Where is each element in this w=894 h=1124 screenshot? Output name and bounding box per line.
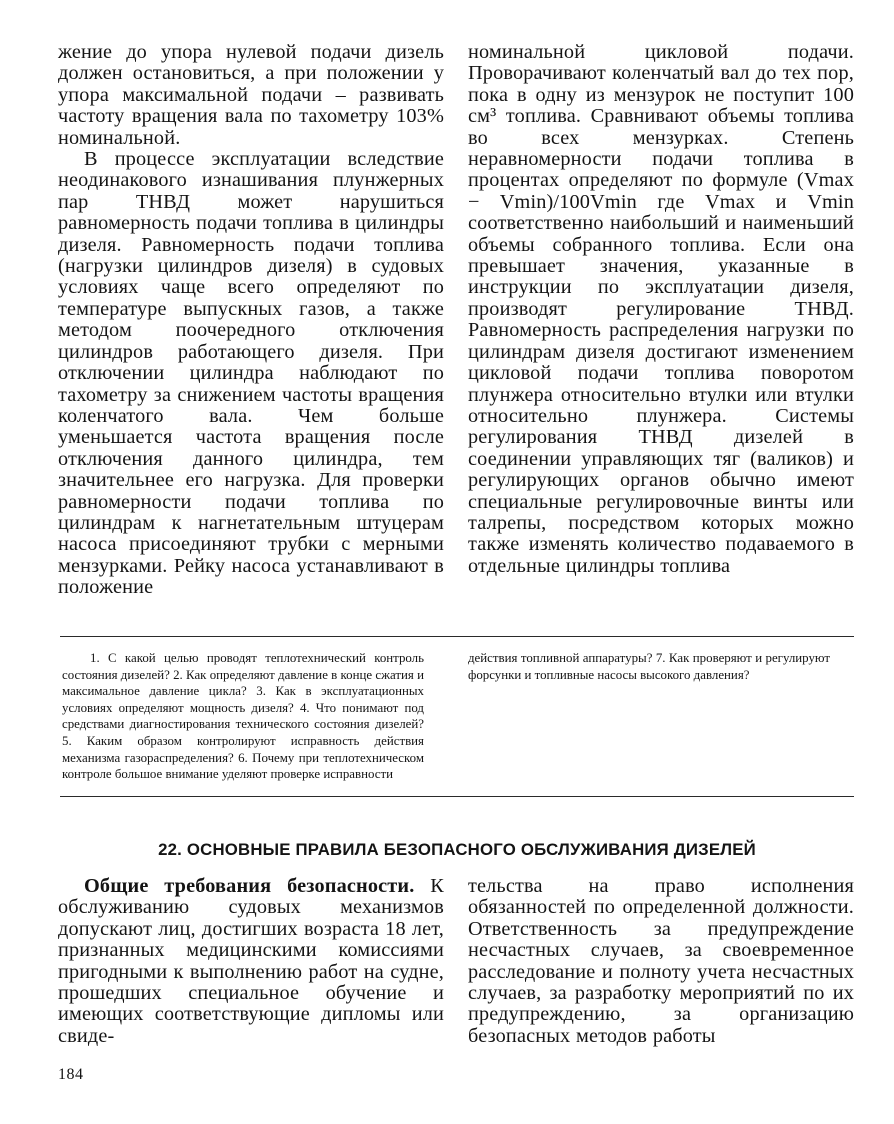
paragraph: номинальной цикловой подачи. Проворачивают коленчатый вал до тех пор, пока в одну из мензурок не поступит 100 см³ топлива. Сравнивают объемы топлива во всех мензурках. Степень неравномерности подачи топлива в процентах определяют по формуле (Vmax − Vmin)/100Vmin где Vmax и Vmin соответственно наибольший и наименьший объемы собранного топлива. Если она превышает значения, указанные в инструкции по эксплуатации дизеля, производят регулирование ТНВД. Равномерность распределения нагрузки по цилиндрам дизеля достигают изменением цикловой подачи топлива поворотом плунжера относительно втулки или втулки относительно плунжера. Системы регулирования ТНВД дизелей в соединении управляющих тяг (валиков) и регулирующих органов обычно имеют специальные регулировочные винты или талрепы, посредством которых можно также изменять количество подаваемого в отдельные цилиндры топлива [468,41,854,577]
paragraph: В процессе эксплуатации вследствие неодинакового изнашивания плунжерных пар ТНВД может нарушиться равномерность подачи топлива в цилиндры дизеля. Равномерность подачи топлива (нагрузки цилиндров дизеля) в судовых условиях чаще всего определяют по температуре выпускных газов, а также методом поочередного отключения цилиндров работающего дизеля. При отключении цилиндра наблюдают по тахометру за снижением частоты вращения коленчатого вала. Чем больше уменьшается частота вращения после отключения данного цилиндра, тем значительнее его нагрузка. Для проверки равномерности подачи топлива по цилиндрам к нагнетательным штуцерам насоса присоединяют трубки с мерными мензурками. Рейку насоса устанавливают в положение [58,148,444,599]
section-heading: 22. ОСНОВНЫЕ ПРАВИЛА БЕЗОПАСНОГО ОБСЛУЖИВАНИЯ ДИЗЕЛЕЙ [158,840,756,859]
review-questions-right [468,650,830,683]
review-questions-left [62,650,424,783]
page-number: 184 [58,1066,84,1083]
paragraph: жение до упора нулевой подачи дизель должен остановиться, а при положении у упора максимальной подачи – развивать частоту вращения вала по тахометру 103% номинальной. [58,41,444,149]
top-divider [60,636,854,637]
review-questions-continued: действия топливной аппаратуры? 7. Как проверяют и регулируют форсунки и топливные насосы высокого давления? [468,651,830,682]
subsection-title: Общие требования безопасности. [84,875,415,897]
bottom-divider [60,796,854,797]
paragraph: К обслуживанию судовых механизмов допускают лиц, достигших возраста 18 лет, признанных медицинскими комиссиями пригодными к выполнению работ на судне, прошедших специальное обучение и имеющих соответствующие дипломы или свиде- [58,875,444,1047]
top-left-column [58,42,444,599]
review-questions: 1. С какой целью проводят теплотехнический контроль состояния дизелей? 2. Как определяют давление в конце сжатия и максимальное давление цикла? 3. Как в эксплуатационных условиях определяют мощность дизеля? 4. Что понимают под средствами диагностирования технического состояния дизелей? 5. Каким образом контролируют исправность действия механизма газораспределения? 6. Почему при теплотехническом контроле большое внимание уделяют проверке исправности [62,651,424,782]
top-right-column [468,42,854,577]
bottom-left-column [58,876,444,1047]
paragraph: тельства на право исполнения обязанностей по определенной должности. Ответственность за предупреждение несчастных случаев, за своевременное расследование и полноту учета несчастных случаев, за разработку мероприятий по их предупреждению, за организацию безопасных методов работы [468,875,854,1047]
bottom-right-column [468,876,854,1047]
